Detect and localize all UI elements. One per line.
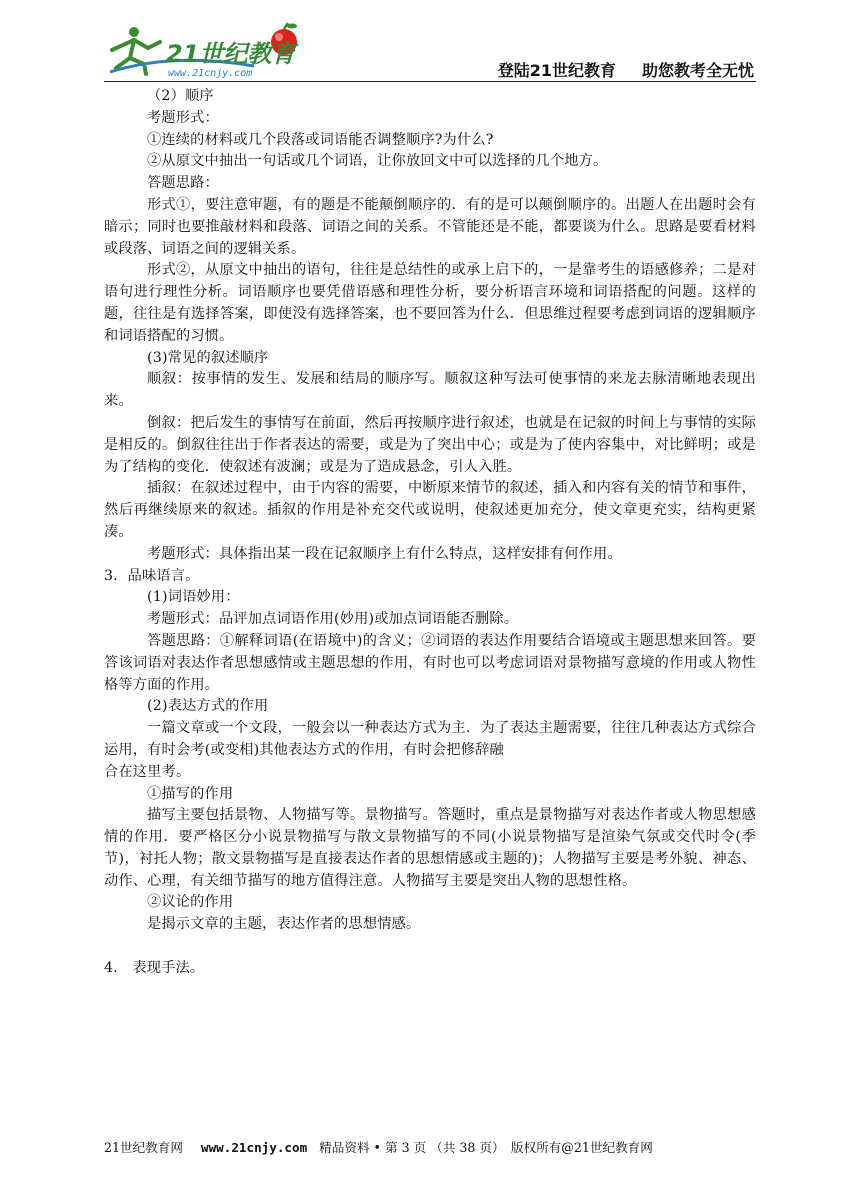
slogan-right: 助您教考全无忧 bbox=[641, 61, 754, 80]
paragraph: 是揭示文章的主题，表达作者的思想情感。 bbox=[147, 916, 421, 933]
paragraph: 形式②，从原文中抽出的语句，往往是总结性的或承上启下的，一是靠考生的语感修养；二是对语句进行理性分析。词语顺序也要凭借语感和理性分析，要分析语言环境和词语搭配的问题。这样的题，往往是有选择答案，即使没有选择答案，也不要回答为什么．但思维过程要考虑到词语的逻辑顺序和词语搭配的习惯。 bbox=[104, 262, 756, 344]
logo-21cnjy bbox=[104, 22, 304, 80]
paragraph: ②议论的作用 bbox=[147, 894, 234, 911]
paragraph: 合在这里考。 bbox=[104, 763, 191, 780]
paragraph: 描写主要包括景物、人物描写等。景物描写。答题时，重点是景物描写对表达作者或人物思想感情的作用．要严格区分小说景物描写与散文景物描写的不同(小说景物描写是渲染气氛或交代时令(季节)，衬托人物；散文景物描写是直接表达作者的思想情感或主题的)；人物描写主要是考外貌、神态、动作、心理，有关细节描写的地方值得注意。人物描写主要是突出人物的思想性格。 bbox=[104, 807, 756, 889]
blank-line bbox=[104, 936, 756, 958]
footer-site: 21世纪教育网 bbox=[104, 1140, 183, 1155]
paragraph: 顺叙：按事情的发生、发展和结局的顺序写。顺叙这种写法可使事情的来龙去脉清晰地表现出来。 bbox=[104, 371, 756, 410]
footer-url[interactable]: www.21cnjy.com bbox=[201, 1140, 308, 1155]
footer-copyright: 版权所有@21世纪教育网 bbox=[510, 1140, 653, 1155]
paragraph: (1)词语妙用： bbox=[147, 589, 240, 606]
paragraph: (3)常见的叙述顺序 bbox=[147, 349, 269, 366]
page-header bbox=[104, 22, 754, 82]
header-divider bbox=[104, 81, 756, 82]
paragraph: 考题形式：具体指出某一段在记叙顺序上有什么特点，这样安排有何作用。 bbox=[147, 545, 622, 562]
paragraph: 形式①，要注意审题，有的题是不能颠倒顺序的．有的是可以颠倒顺序的。出题人在出题时会有暗示；同时也要推敲材料和段落、词语之间的关系。不管能还是不能，都要谈为什么。思路是要看材料或段落、词语之间的逻辑关系。 bbox=[104, 196, 756, 257]
paragraph: 4. 表现手法。 bbox=[104, 959, 205, 976]
paragraph: 答题思路： bbox=[147, 175, 219, 192]
header-slogan bbox=[498, 58, 754, 81]
paragraph: ①连续的材料或几个段落或词语能否调整顺序?为什么? bbox=[147, 131, 494, 148]
paragraph: 一篇文章或一个文段，一般会以一种表达方式为主．为了表达主题需要，往往几种表达方式综合运用，有时会考(或变相)其他表达方式的作用，有时会把修辞融 bbox=[104, 720, 756, 758]
page-footer bbox=[104, 1137, 756, 1156]
slogan-left: 登陆21世纪教育 bbox=[497, 61, 616, 80]
paragraph: 倒叙：把后发生的事情写在前面，然后再按顺序进行叙述，也就是在记叙的时间上与事情的实际是相反的。倒叙往往出于作者表达的需要，或是为了突出中心；或是为了使内容集中，对比鲜明；或是为了结构的变化．使叙述有波澜；或是为了造成悬念，引人入胜。 bbox=[104, 414, 756, 475]
paragraph: 考题形式： bbox=[147, 109, 219, 126]
paragraph: ②从原文中抽出一句话或几个词语，让你放回文中可以选择的几个地方。 bbox=[147, 153, 608, 170]
paragraph: (2)表达方式的作用 bbox=[147, 698, 269, 715]
paragraph: 插叙：在叙述过程中，由于内容的需要，中断原来情节的叙述，插入和内容有关的情节和事件，然后再继续原来的叙述。插叙的作用是补充交代或说明，使叙述更加充分，使文章更充实，结构更紧凑。 bbox=[104, 480, 756, 540]
paragraph: 考题形式：品评加点词语作用(妙用)或加点词语能否删除。 bbox=[147, 611, 519, 628]
footer-page-info: 精品资料 • 第 3 页 （共 38 页） bbox=[319, 1140, 499, 1155]
paragraph: （2）顺序 bbox=[147, 88, 214, 104]
paragraph: 3．品味语言。 bbox=[104, 567, 200, 584]
paragraph: 答题思路：①解释词语(在语境中)的含义；②词语的表达作用要结合语境或主题思想来回答。要答该词语对表达作者思想感情或主题思想的作用，有时也可以考虑词语对景物描写意境的作用或人物性格等方面的作用。 bbox=[104, 632, 756, 693]
paragraph: ①描写的作用 bbox=[147, 785, 234, 802]
document-body bbox=[104, 86, 756, 980]
logo-text: 21世纪教育 bbox=[166, 40, 296, 68]
logo-url: www.21cnjy.com bbox=[168, 68, 253, 79]
